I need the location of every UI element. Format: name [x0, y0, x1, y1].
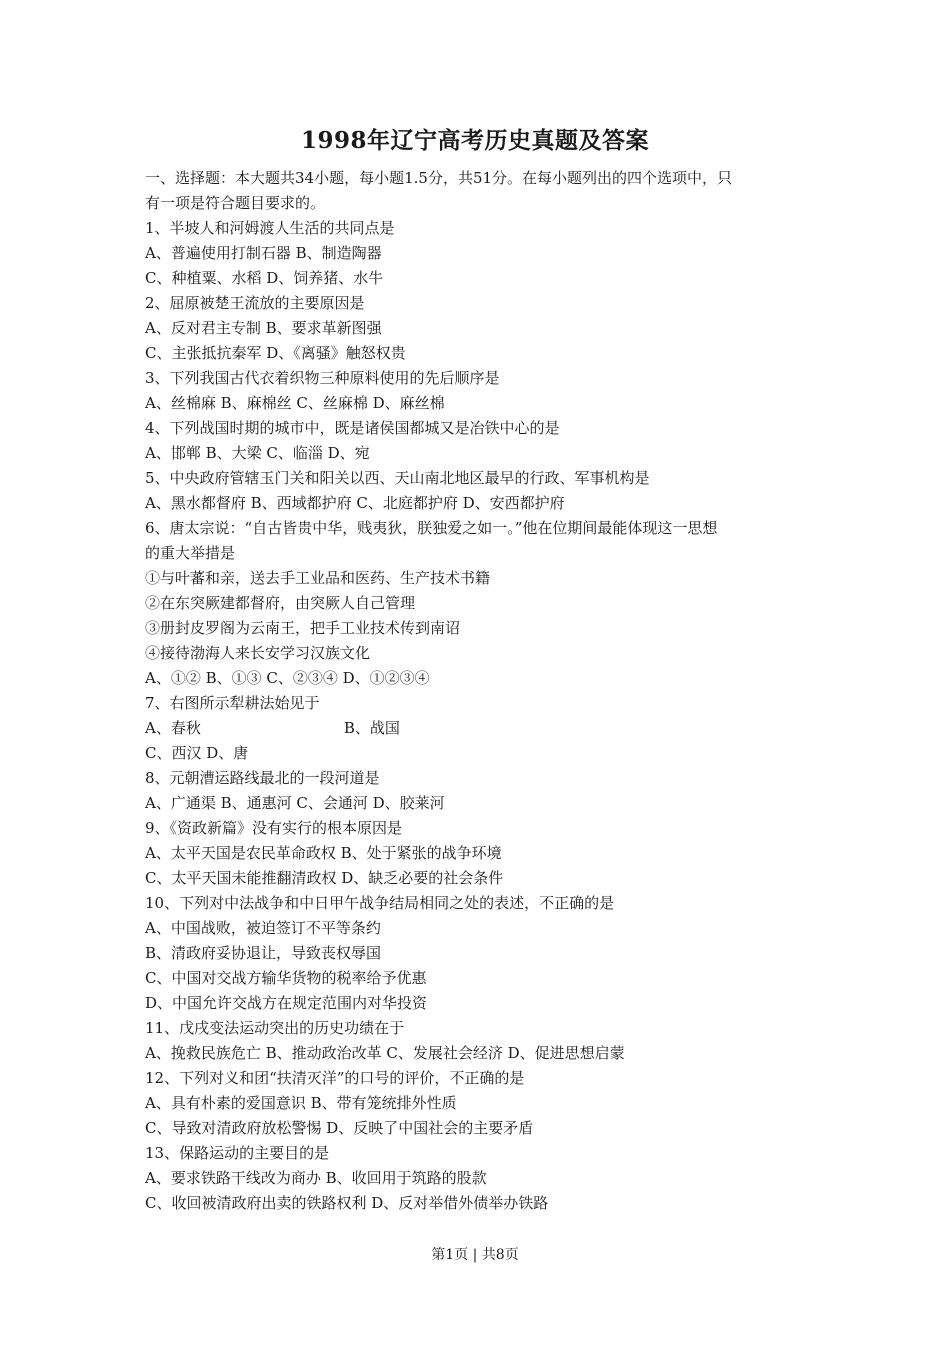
question-line: 8、元朝漕运路线最北的一段河道是: [145, 769, 380, 787]
option-line: A、春秋 B、战国: [145, 719, 400, 737]
question-line: 的重大举措是: [145, 544, 236, 562]
option-line: C、西汉 D、唐: [145, 744, 249, 762]
option-line: A、挽救民族危亡 B、推动政治改革 C、发展社会经济 D、促进思想启蒙: [145, 1044, 625, 1062]
option-line: A、太平天国是农民革命政权 B、处于紧张的战争环境: [145, 844, 502, 862]
statement-line: ②在东突厥建都督府，由突厥人自己管理: [145, 594, 416, 612]
section-heading-line: 有一项是符合题目要求的。: [145, 194, 326, 212]
option-line: A、具有朴素的爱国意识 B、带有笼统排外性质: [145, 1094, 457, 1112]
page-footer: 第1页 | 共8页: [431, 1247, 519, 1263]
question-line: 12、下列对义和团“扶清灭洋”的口号的评价，不正确的是: [145, 1069, 525, 1087]
exam-body: [145, 166, 805, 1216]
question-line: 10、下列对中法战争和中日甲午战争结局相同之处的表述，不正确的是: [145, 894, 615, 912]
question-line: 7、右图所示犁耕法始见于: [145, 694, 320, 712]
option-line: C、收回被清政府出卖的铁路权利 D、反对举借外债举办铁路: [145, 1194, 549, 1212]
statement-line: ④接待渤海人来长安学习汉族文化: [145, 644, 371, 662]
option-line: A、黑水都督府 B、西域都护府 C、北庭都护府 D、安西都护府: [145, 494, 565, 512]
question-line: 13、保路运动的主要目的是: [145, 1144, 330, 1162]
question-line: 9、《资政新篇》没有实行的根本原因是: [145, 819, 403, 837]
option-line: A、要求铁路干线改为商办 B、收回用于筑路的股款: [145, 1169, 487, 1187]
option-line: C、导致对清政府放松警惕 D、反映了中国社会的主要矛盾: [145, 1119, 534, 1137]
question-line: 2、屈原被楚王流放的主要原因是: [145, 294, 365, 312]
question-line: 1、半坡人和河姆渡人生活的共同点是: [145, 219, 395, 237]
question-line: 4、下列战国时期的城市中，既是诸侯国都城又是冶铁中心的是: [145, 419, 560, 437]
option-line: D、中国允许交战方在规定范围内对华投资: [145, 994, 428, 1012]
option-line: A、邯郸 B、大梁 C、临淄 D、宛: [145, 444, 370, 462]
option-line: A、丝棉麻 B、麻棉丝 C、丝麻棉 D、麻丝棉: [145, 394, 445, 412]
section-heading-line: 一、选择题：本大题共34小题，每小题1.5分，共51分。在每小题列出的四个选项中，只: [145, 169, 733, 187]
question-line: 3、下列我国古代衣着织物三种原料使用的先后顺序是: [145, 369, 500, 387]
page-title: 1998年辽宁高考历史真题及答案: [300, 127, 649, 154]
option-line: B、清政府妥协退让，导致丧权辱国: [145, 944, 382, 962]
option-line: A、①② B、①③ C、②③④ D、①②③④: [145, 669, 430, 687]
option-line: C、主张抵抗秦军 D、《离骚》触怒权贵: [145, 344, 406, 362]
question-line: 6、唐太宗说：“自古皆贵中华，贱夷狄，朕独爱之如一。”他在位期间最能体现这一思想: [145, 519, 718, 537]
option-line: A、反对君主专制 B、要求革新图强: [145, 319, 382, 337]
option-line: A、中国战败，被迫签订不平等条约: [145, 919, 381, 937]
option-line: C、种植粟、水稻 D、饲养猪、水牛: [145, 269, 384, 287]
option-line: C、太平天国未能推翻清政权 D、缺乏必要的社会条件: [145, 869, 504, 887]
option-line: C、中国对交战方输华货物的税率给予优惠: [145, 969, 427, 987]
question-line: 11、戊戌变法运动突出的历史功绩在于: [145, 1019, 405, 1037]
statement-line: ①与叶蕃和亲，送去手工业品和医药、生产技术书籍: [145, 569, 491, 587]
option-line: A、普遍使用打制石器 B、制造陶器: [145, 244, 382, 262]
option-line: A、广通渠 B、通惠河 C、会通河 D、胶莱河: [145, 794, 445, 812]
statement-line: ③册封皮罗阁为云南王，把手工业技术传到南诏: [145, 619, 461, 637]
question-line: 5、中央政府管辖玉门关和阳关以西、天山南北地区最早的行政、军事机构是: [145, 469, 650, 487]
